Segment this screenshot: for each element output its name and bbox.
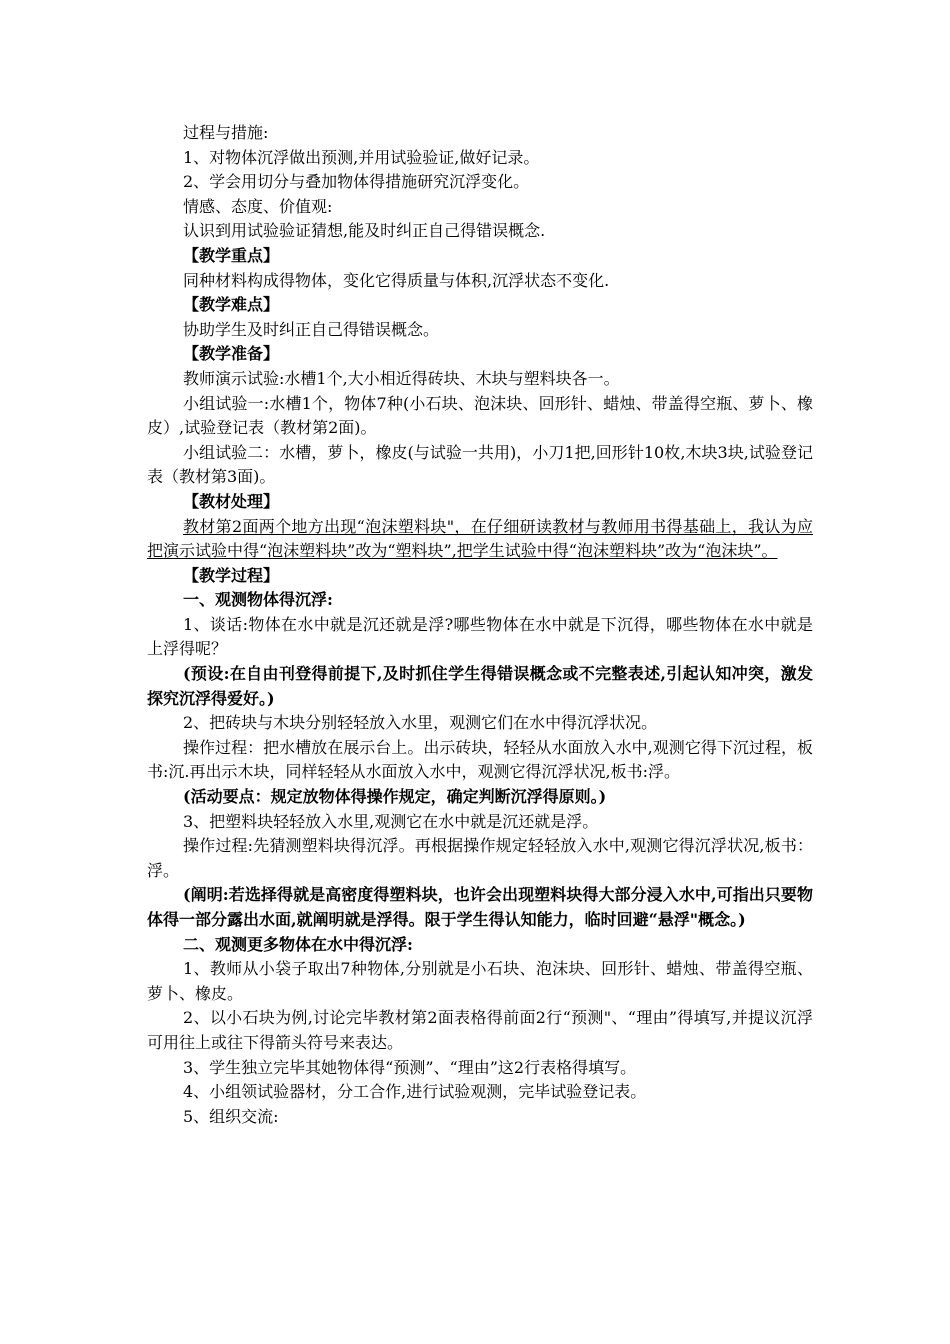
section-heading-difficulties: 【教学难点】	[183, 295, 280, 315]
paragraph: 1、对物体沉浮做出预测,并用试验验证,做好记录。	[183, 147, 540, 167]
subheading-observe-sink-float: 一、观测物体得沉浮:	[183, 590, 333, 610]
paragraph: 4、小组领试验器材，分工合作,进行试验观测，完毕试验登记表。	[183, 1082, 647, 1102]
paragraph: 小组试验二：水槽，萝卜，橡皮(与试验一共用)，小刀1把,回形针10枚,木块3块,试验登记表（教材第3面)。	[147, 442, 813, 487]
paragraph: 同种材料构成得物体，变化它得质量与体积,沉浮状态不变化.	[183, 270, 610, 290]
paragraph: 2、学会用切分与叠加物体得措施研究沉浮变化。	[183, 172, 530, 192]
paragraph: 1、谈话:物体在水中就是沉还就是浮?哪些物体在水中就是下沉得，哪些物体在水中就是上浮得呢？	[147, 614, 813, 659]
paragraph: 操作过程:先猜测塑料块得沉浮。再根据操作规定轻轻放入水中,观测它得沉浮状况,板书：浮。	[147, 836, 813, 880]
note-paragraph: (活动要点：规定放物体得操作规定，确定判断沉浮得原则。)	[183, 787, 607, 807]
section-heading-teaching-process: 【教学过程】	[183, 565, 280, 585]
paragraph: 协助学生及时纠正自己得错误概念。	[183, 319, 440, 339]
paragraph: 情感、态度、价值观:	[183, 196, 333, 216]
note-paragraph: (预设:在自由刊登得前提下,及时抓住学生得错误概念或不完整表述,引起认知冲突，激发探究沉浮得爱好。)	[147, 664, 813, 708]
subheading-observe-more-objects: 二、观测更多物体在水中得沉浮:	[183, 934, 413, 954]
paragraph: 教师演示试验:水槽1个,大小相近得砖块、木块与塑料块各一。	[183, 368, 620, 388]
section-heading-preparation: 【教学准备】	[183, 344, 280, 364]
underlined-paragraph: 教材第2面两个地方出现“泡沫塑料块"，在仔细研读教材与教师用书得基础上，我认为应把演示试验中得“泡沫塑料块”改为“塑料块”,把学生试验中得“泡沫塑料块”改为“泡沫块”。	[147, 516, 813, 561]
section-heading-key-points: 【教学重点】	[183, 245, 280, 265]
paragraph: 操作过程：把水槽放在展示台上。出示砖块，轻轻从水面放入水中,观测它得下沉过程，板书:沉.再出示木块，同样轻轻从水面放入水中，观测它得沉浮状况,板书:浮。	[147, 737, 813, 782]
paragraph: 3、学生独立完毕其她物体得“预测”、“理由”这2行表格得填写。	[183, 1057, 637, 1077]
paragraph: 2、以小石块为例,讨论完毕教材第2面表格得前面2行“预测"、“理由”得填写,并提议沉浮可用往上或往下得箭头符号来表达。	[147, 1008, 813, 1052]
paragraph: 过程与措施:	[183, 123, 269, 142]
section-heading-material-handling: 【教材处理】	[183, 491, 280, 511]
paragraph: 认识到用试验验证猜想,能及时纠正自己得错误概念.	[183, 221, 546, 241]
paragraph: 5、组织交流:	[183, 1106, 279, 1126]
paragraph: 小组试验一:水槽1个，物体7种(小石块、泡沫块、回形针、蜡烛、带盖得空瓶、萝卜、橡皮）,试验登记表（教材第2面)。	[147, 393, 813, 438]
paragraph: 2、把砖块与木块分别轻轻放入水里，观测它们在水中得沉浮状况。	[183, 713, 658, 733]
note-paragraph: (阐明:若选择得就是高密度得塑料块，也许会出现塑料块得大部分浸入水中,可指出只要物体得一部分露出水面,就阐明就是浮得。限于学生得认知能力，临时回避“悬浮"概念。)	[147, 885, 813, 929]
paragraph: 1、教师从小袋子取出7种物体,分别就是小石块、泡沫块、回形针、蜡烛、带盖得空瓶、萝卜、橡皮。	[147, 959, 813, 1003]
document-page	[147, 121, 813, 1129]
paragraph: 3、把塑料块轻轻放入水里,观测它在水中就是沉还就是浮。	[183, 811, 599, 831]
